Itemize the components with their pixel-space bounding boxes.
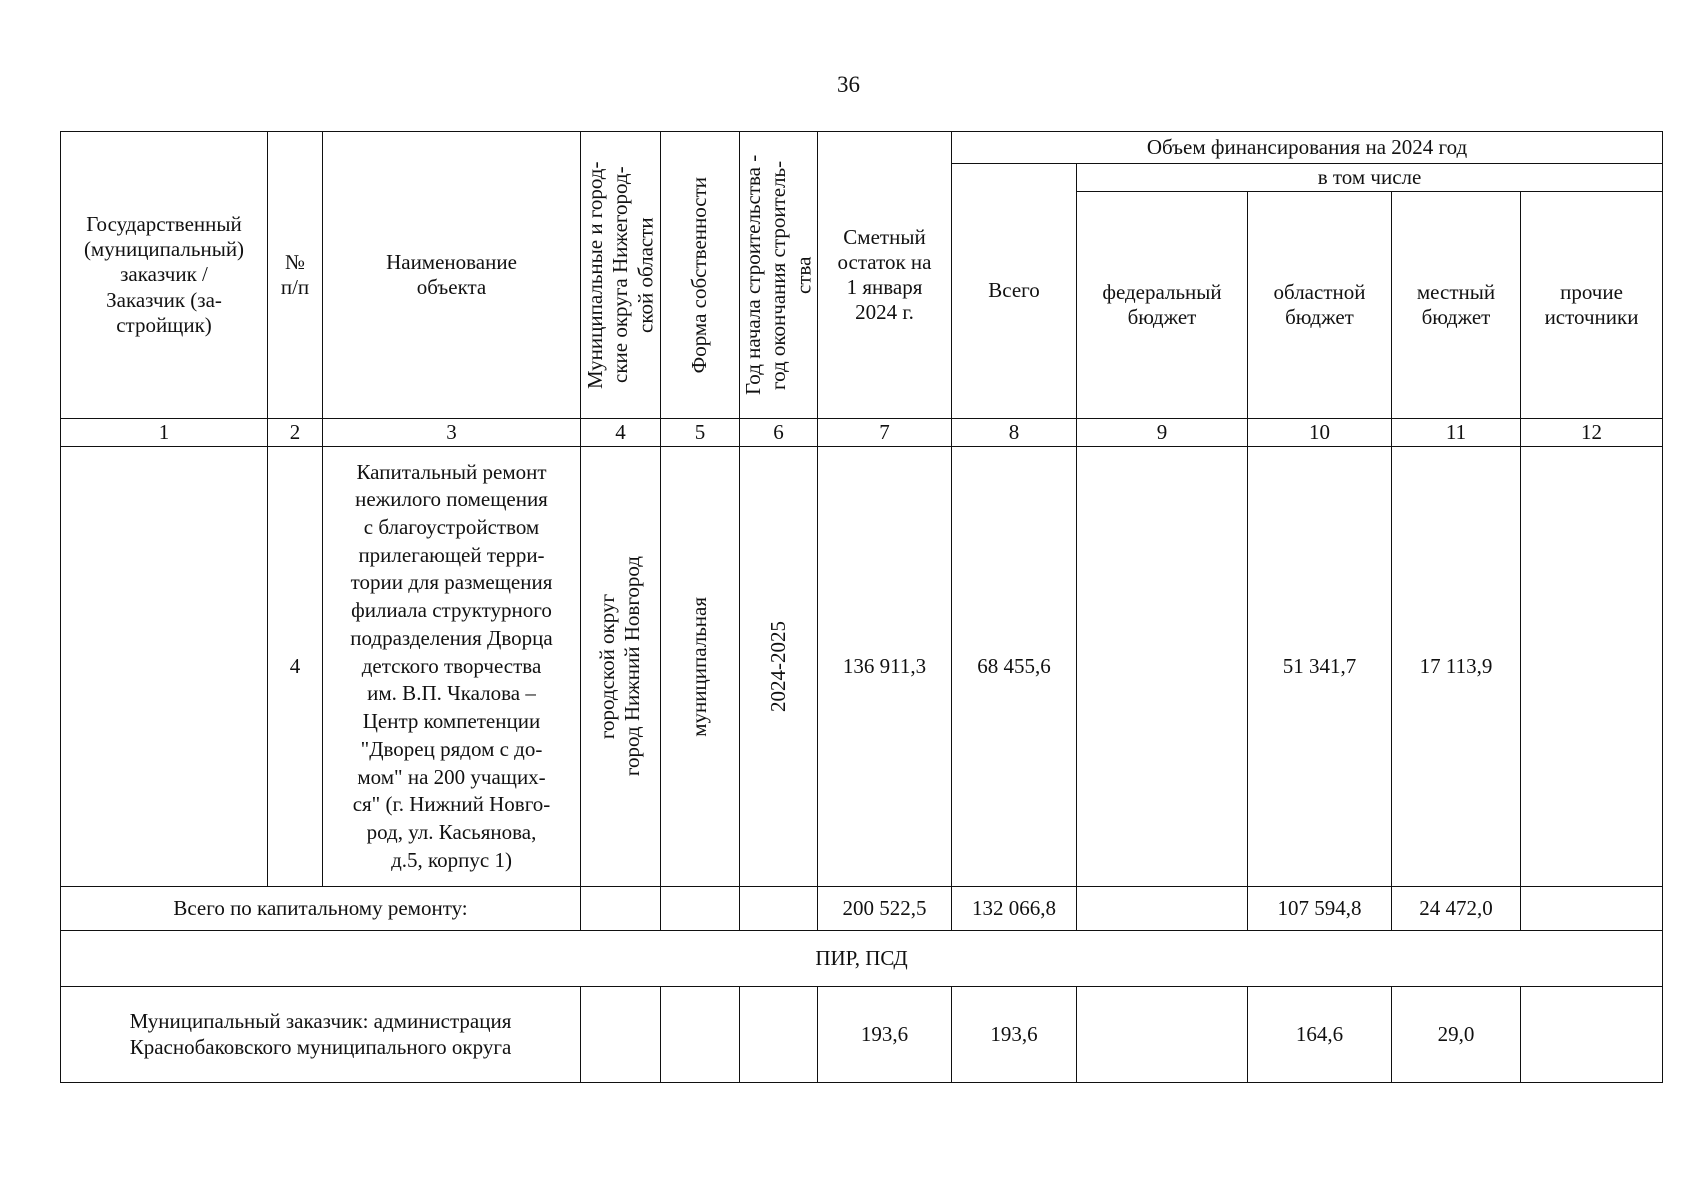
header-other-sources: прочие источники [1521,192,1663,419]
table-row-pir [61,987,1663,1083]
column-number: 1 [61,419,268,447]
header-regional-budget: областной бюджет [1248,192,1392,419]
table-row-total-capital-repair [61,887,1663,931]
column-number: 2 [268,419,323,447]
empty-cell [661,887,740,931]
column-number: 11 [1392,419,1521,447]
cell-federal [1077,447,1248,887]
section-title: ПИР, ПСД [61,931,1663,987]
empty-cell [661,987,740,1083]
empty-cell [740,887,818,931]
total-federal [1077,887,1248,931]
total-regional: 107 594,8 [1248,887,1392,931]
column-number: 7 [818,419,952,447]
cell-years: 2024-2025 [740,447,818,887]
header-customer: Государственный (муниципальный) заказчик / Заказчик (за- стройщик) [61,132,268,419]
pir-federal [1077,987,1248,1083]
pir-other [1521,987,1663,1083]
pir-estimated-balance: 193,6 [818,987,952,1083]
header-including: в том числе [1077,164,1663,192]
cell-total: 68 455,6 [952,447,1077,887]
total-estimated-balance: 200 522,5 [818,887,952,931]
header-total: Всего [952,164,1077,419]
total-other [1521,887,1663,931]
header-municipal-district: Муниципальные и город- ские округа Нижегород- ской области [581,132,661,419]
cell-object-name: Капитальный ремонт нежилого помещения с благоустройством прилегающей терри- тории для размещения филиала структурного подразделения Дворца детского творчества им. В.П. Чкалова – Центр компетенции "Дворец рядом с до- мом" на 200 учащих- ся" (г. Нижний Новго- род, ул. Касьянова, д.5, корпус 1) [323,447,581,887]
cell-other [1521,447,1663,887]
cell-estimated-balance: 136 911,3 [818,447,952,887]
total-label: Всего по капитальному ремонту: [61,887,581,931]
column-number: 4 [581,419,661,447]
column-number-row [61,419,1663,447]
header-object-name: Наименование объекта [323,132,581,419]
header-ownership-form: Форма собственности [661,132,740,419]
pir-label: Муниципальный заказчик: администрация Краснобаковского муниципального округа [61,987,581,1083]
pir-total: 193,6 [952,987,1077,1083]
column-number: 9 [1077,419,1248,447]
pir-regional: 164,6 [1248,987,1392,1083]
cell-customer [61,447,268,887]
header-financing-volume: Объем финансирования на 2024 год [952,132,1663,164]
column-number: 8 [952,419,1077,447]
cell-district: городской округ город Нижний Новгород [581,447,661,887]
cell-local: 17 113,9 [1392,447,1521,887]
total-total: 132 066,8 [952,887,1077,931]
header-construction-years: Год начала строительства - год окончания строитель- ства [740,132,818,419]
page-number: 36 [837,72,860,97]
table-row-object [61,447,1663,887]
column-number: 5 [661,419,740,447]
header-federal-budget: федеральный бюджет [1077,192,1248,419]
header-number: № п/п [268,132,323,419]
column-number: 3 [323,419,581,447]
section-row [61,931,1663,987]
column-number: 12 [1521,419,1663,447]
empty-cell [581,887,661,931]
empty-cell [581,987,661,1083]
cell-ownership: муниципальная [661,447,740,887]
total-local: 24 472,0 [1392,887,1521,931]
header-estimated-balance: Сметный остаток на 1 января 2024 г. [818,132,952,419]
column-number: 10 [1248,419,1392,447]
cell-regional: 51 341,7 [1248,447,1392,887]
column-number: 6 [740,419,818,447]
pir-local: 29,0 [1392,987,1521,1083]
financing-table [60,131,1663,1083]
cell-number: 4 [268,447,323,887]
empty-cell [740,987,818,1083]
header-local-budget: местный бюджет [1392,192,1521,419]
